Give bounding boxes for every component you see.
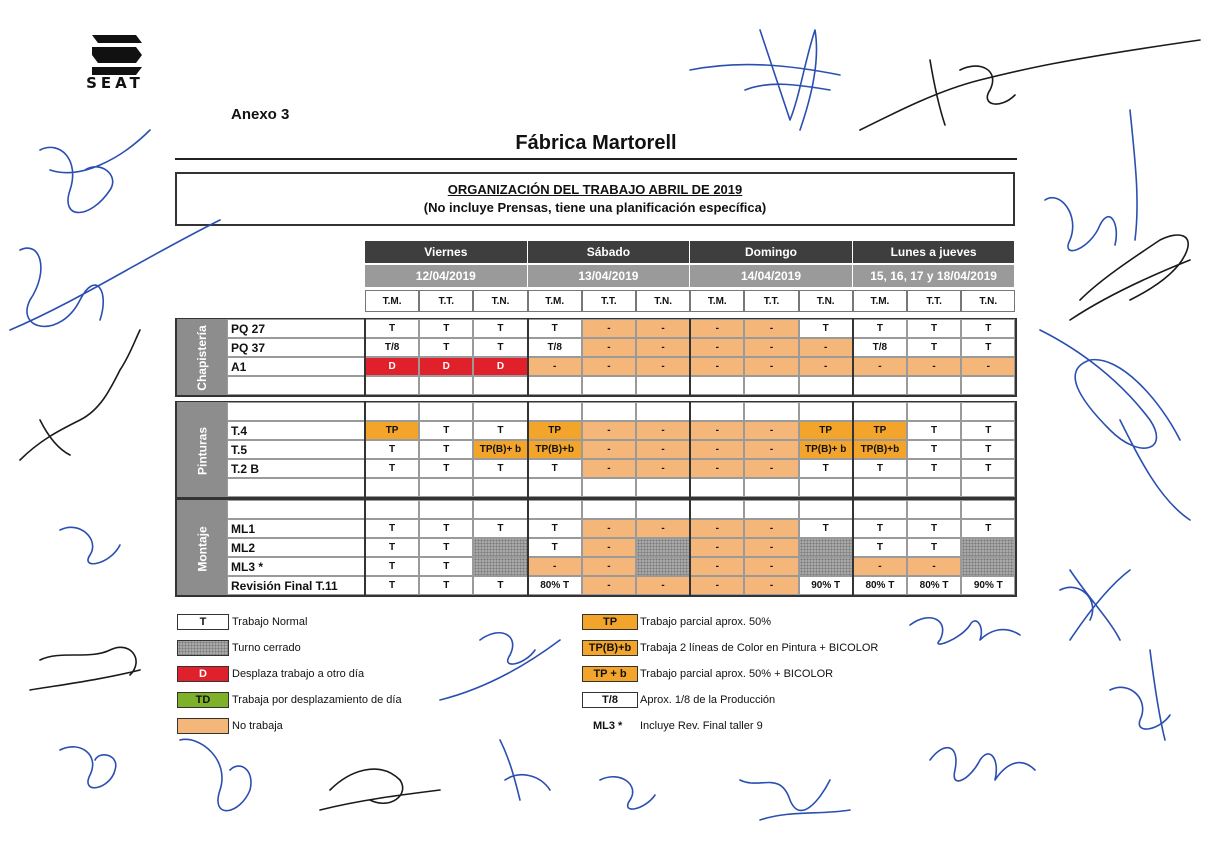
schedule-cell: - <box>582 319 636 338</box>
schedule-cell: TP <box>799 421 853 440</box>
shift-header: T.T. <box>582 290 636 312</box>
row-label: ML2 <box>227 538 365 557</box>
legend-text: Incluye Rev. Final taller 9 <box>640 720 763 732</box>
schedule-cell: - <box>690 519 744 538</box>
brand-wordmark: SEAT <box>86 74 144 92</box>
schedule-cell: - <box>690 576 744 595</box>
schedule-cell: T <box>853 459 907 478</box>
legend-key: ML3 * <box>593 720 623 732</box>
schedule-cell: T <box>853 538 907 557</box>
section-label: Pinturas <box>195 426 209 475</box>
row-label: PQ 37 <box>227 338 365 357</box>
schedule-cell: T <box>853 519 907 538</box>
legend-swatch: T/8 <box>582 692 638 708</box>
schedule-cell: T/8 <box>528 338 582 357</box>
schedule-cell: T <box>961 319 1015 338</box>
schedule-cell: T <box>473 576 527 595</box>
shift-header: T.N. <box>473 290 527 312</box>
schedule-cell: T <box>365 557 419 576</box>
row-label: PQ 27 <box>227 319 365 338</box>
schedule-cell: - <box>582 338 636 357</box>
date-header: 14/04/2019 <box>690 265 852 287</box>
schedule-cell: T <box>365 440 419 459</box>
schedule-cell: 90% T <box>961 576 1015 595</box>
schedule-cell: - <box>907 557 961 576</box>
schedule-cell: - <box>690 421 744 440</box>
schedule-cell: T <box>419 440 473 459</box>
schedule-cell: - <box>690 319 744 338</box>
schedule-cell: T <box>419 519 473 538</box>
schedule-cell: - <box>744 538 798 557</box>
schedule-cell: - <box>690 459 744 478</box>
schedule-cell: TP(B)+b <box>853 440 907 459</box>
schedule-cell: - <box>528 557 582 576</box>
schedule-cell: T <box>419 459 473 478</box>
date-header: 12/04/2019 <box>365 265 527 287</box>
day-header: Sábado <box>528 241 690 263</box>
schedule-cell: T <box>365 519 419 538</box>
schedule-cell: - <box>582 519 636 538</box>
annex-label: Anexo 3 <box>231 106 290 123</box>
schedule-cell: - <box>636 459 690 478</box>
schedule-cell: T <box>961 459 1015 478</box>
schedule-cell: 80% T <box>528 576 582 595</box>
date-header: 15, 16, 17 y 18/04/2019 <box>853 265 1015 287</box>
document-title: ORGANIZACIÓN DEL TRABAJO ABRIL DE 2019 <box>447 182 743 197</box>
schedule-cell: T <box>853 319 907 338</box>
schedule-cell: T <box>473 459 527 478</box>
schedule-cell: - <box>636 576 690 595</box>
schedule-cell: - <box>582 538 636 557</box>
legend-swatch: D <box>177 666 229 682</box>
legend-text: Desplaza trabajo a otro día <box>232 668 365 680</box>
schedule-cell: T <box>473 421 527 440</box>
day-header: Lunes a jueves <box>853 241 1015 263</box>
schedule-cell: - <box>582 421 636 440</box>
row-label: T.4 <box>227 421 365 440</box>
schedule-cell: D <box>365 357 419 376</box>
schedule-cell: 90% T <box>799 576 853 595</box>
schedule-cell: D <box>473 357 527 376</box>
schedule-cell: - <box>744 459 798 478</box>
row-label: A1 <box>227 357 365 376</box>
schedule-cell: TP(B)+ b <box>799 440 853 459</box>
legend-swatch: TP(B)+b <box>582 640 638 656</box>
schedule-cell: D <box>419 357 473 376</box>
schedule-cell: T/8 <box>853 338 907 357</box>
schedule-cell: T <box>528 538 582 557</box>
schedule-cell: T <box>907 319 961 338</box>
shift-header: T.T. <box>419 290 473 312</box>
schedule-cell: - <box>636 519 690 538</box>
legend-text: Trabajo parcial aprox. 50% <box>640 616 772 628</box>
schedule-cell: T <box>907 538 961 557</box>
row-label: ML3 * <box>227 557 365 576</box>
section-label: Chapistería <box>195 325 209 391</box>
legend-swatch: TP <box>582 614 638 630</box>
schedule-cell: T <box>799 459 853 478</box>
legend-swatch: TD <box>177 692 229 708</box>
legend-text: Trabaja por desplazamiento de día <box>232 694 402 706</box>
legend-text: Trabaja 2 líneas de Color en Pintura + BICOLOR <box>640 642 879 654</box>
schedule-cell: T <box>907 459 961 478</box>
schedule-cell: - <box>636 357 690 376</box>
schedule-cell: T <box>473 319 527 338</box>
schedule-cell: - <box>799 357 853 376</box>
schedule-cell: TP(B)+ b <box>473 440 527 459</box>
schedule-cell: - <box>690 538 744 557</box>
row-label: Revisión Final T.11 <box>227 576 365 595</box>
schedule-cell: TP <box>528 421 582 440</box>
schedule-cell: T <box>365 576 419 595</box>
schedule-cell: - <box>799 338 853 357</box>
schedule-cell: T <box>419 576 473 595</box>
schedule-cell: TP <box>365 421 419 440</box>
schedule-cell: - <box>582 576 636 595</box>
shift-header: T.M. <box>528 290 582 312</box>
schedule-cell: - <box>636 440 690 459</box>
schedule-cell: - <box>961 357 1015 376</box>
legend-text: Trabajo Normal <box>232 616 308 628</box>
schedule-cell: - <box>636 338 690 357</box>
schedule-cell: T <box>419 319 473 338</box>
plant-title: Fábrica Martorell <box>515 132 677 154</box>
schedule-cell: T <box>419 557 473 576</box>
schedule-cell: T <box>907 421 961 440</box>
shift-header: T.T. <box>907 290 961 312</box>
schedule-cell: - <box>744 421 798 440</box>
schedule-cell: T <box>419 421 473 440</box>
document-subtitle: (No incluye Prensas, tiene una planificación específica) <box>423 200 767 215</box>
schedule-cell: T <box>528 459 582 478</box>
legend-text: Trabajo parcial aprox. 50% + BICOLOR <box>640 668 834 680</box>
row-label: T.2 B <box>227 459 365 478</box>
legend-text: Aprox. 1/8 de la Producción <box>640 694 776 706</box>
schedule-cell: T <box>907 338 961 357</box>
schedule-cell: T <box>961 519 1015 538</box>
schedule-cell: - <box>907 357 961 376</box>
day-header: Domingo <box>690 241 852 263</box>
schedule-cell: T <box>907 440 961 459</box>
schedule-cell: - <box>690 557 744 576</box>
schedule-cell: T <box>799 519 853 538</box>
schedule-cell: - <box>690 338 744 357</box>
schedule-cell: - <box>744 557 798 576</box>
schedule-cell: - <box>636 421 690 440</box>
schedule-cell: - <box>744 576 798 595</box>
schedule-cell: T <box>528 519 582 538</box>
schedule-cell: T <box>365 538 419 557</box>
schedule-cell: 80% T <box>853 576 907 595</box>
schedule-cell: 80% T <box>907 576 961 595</box>
shift-header: T.T. <box>744 290 798 312</box>
schedule-cell: T <box>961 338 1015 357</box>
legend-swatch: TP + b <box>582 666 638 682</box>
schedule-cell: T <box>419 338 473 357</box>
schedule-cell: T <box>473 338 527 357</box>
schedule-cell: T <box>799 319 853 338</box>
schedule-cell: - <box>582 440 636 459</box>
shift-header: T.N. <box>636 290 690 312</box>
schedule-cell: - <box>853 557 907 576</box>
legend-text: No trabaja <box>232 720 283 732</box>
shift-header: T.N. <box>961 290 1015 312</box>
schedule-cell: - <box>744 338 798 357</box>
shift-header: T.M. <box>853 290 907 312</box>
section-label: Montaje <box>195 525 209 572</box>
schedule-cell: - <box>853 357 907 376</box>
schedule-cell: T <box>961 421 1015 440</box>
schedule-cell: T <box>961 440 1015 459</box>
schedule-cell: T <box>907 519 961 538</box>
schedule-cell: - <box>744 440 798 459</box>
schedule-cell: T <box>365 459 419 478</box>
schedule-cell: - <box>690 440 744 459</box>
schedule-cell: T <box>528 319 582 338</box>
legend-text: Turno cerrado <box>232 642 301 654</box>
schedule-cell: TP <box>853 421 907 440</box>
legend-swatch: T <box>177 614 229 630</box>
schedule-cell: - <box>582 459 636 478</box>
date-header: 13/04/2019 <box>528 265 690 287</box>
schedule-cell: TP(B)+b <box>528 440 582 459</box>
schedule-cell: - <box>744 357 798 376</box>
shift-header: T.M. <box>690 290 744 312</box>
schedule-cell: - <box>690 357 744 376</box>
day-header: Viernes <box>365 241 527 263</box>
schedule-cell: - <box>582 557 636 576</box>
schedule-cell: - <box>528 357 582 376</box>
shift-header: T.M. <box>365 290 419 312</box>
row-label: T.5 <box>227 440 365 459</box>
schedule-cell: T <box>473 519 527 538</box>
shift-header: T.N. <box>799 290 853 312</box>
row-label: ML1 <box>227 519 365 538</box>
schedule-cell: T/8 <box>365 338 419 357</box>
schedule-cell: - <box>582 357 636 376</box>
schedule-cell: T <box>365 319 419 338</box>
schedule-cell: - <box>636 319 690 338</box>
schedule-cell: - <box>744 319 798 338</box>
schedule-cell: T <box>419 538 473 557</box>
schedule-cell: - <box>744 519 798 538</box>
